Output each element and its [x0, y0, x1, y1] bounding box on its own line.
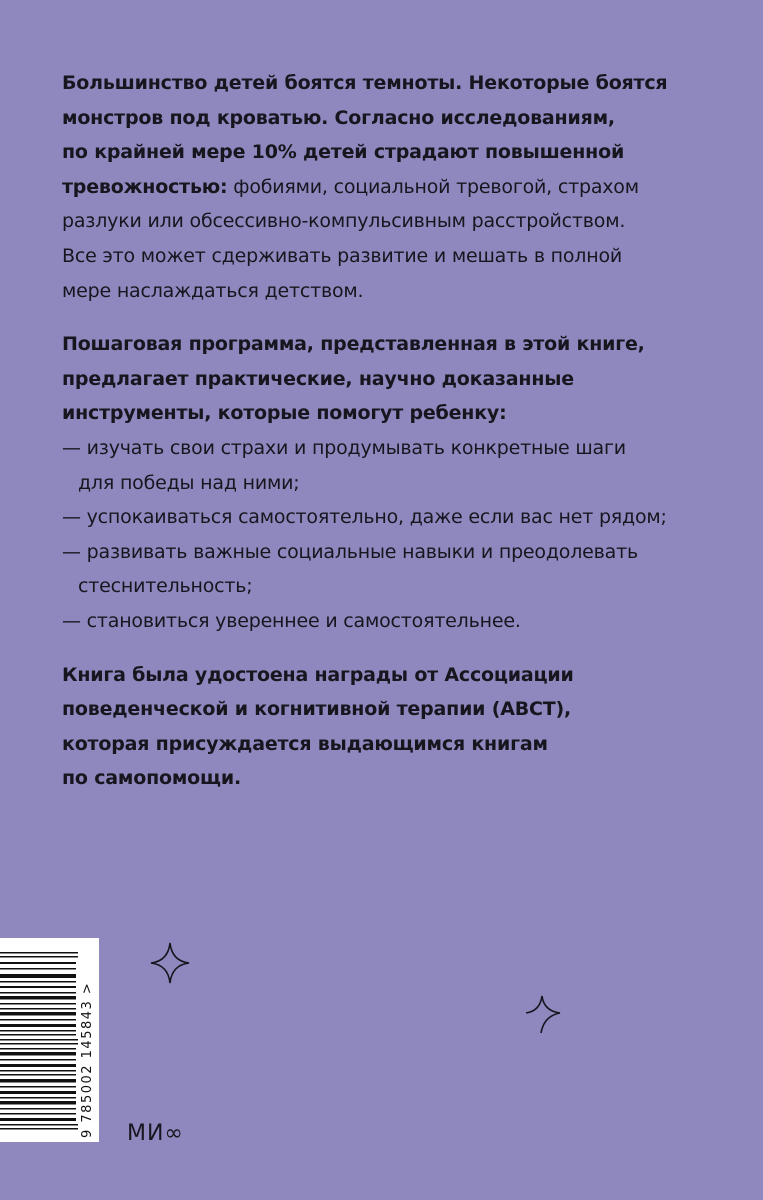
text-line [62, 135, 722, 170]
text-line [62, 101, 722, 136]
text-line: мере наслаждаться детством. [62, 279, 364, 302]
list-item [62, 535, 722, 604]
partial-four-point-star-icon [522, 995, 562, 1037]
four-point-star-icon [150, 942, 190, 984]
list-item-text: — развивать важные социальные навыки и преодолевать [62, 540, 638, 563]
list-item-continuation: стеснительность; [78, 575, 253, 598]
bold-text: по крайней мере 10% детей страдают повышенной [62, 141, 625, 164]
text-line: по самопомощи. [62, 767, 241, 790]
regular-text: фобиями, социальной тревогой, страхом [227, 175, 639, 198]
back-cover-text [62, 66, 722, 815]
bold-text: тревожностью: [62, 175, 228, 198]
text-line: поведенческой и когнитивной терапии (ABCT), [62, 698, 571, 721]
list-item-text: — становиться увереннее и самостоятельнее. [62, 609, 521, 632]
text-line: Все это может сдерживать развитие и мешать в полной [62, 244, 623, 267]
bold-text: Большинство детей боятся темноты. Некоторые боятся [62, 72, 668, 94]
list-item [62, 500, 722, 535]
text-line [62, 170, 722, 205]
text-line: разлуки или обсессивно-компульсивным расстройством. [62, 210, 626, 233]
bold-text: монстров под кроватью. Согласно исследованиям, [62, 106, 615, 129]
text-line [62, 66, 722, 101]
list-item-continuation: для победы над ними; [78, 471, 300, 494]
isbn-number: 9 785002 145843 > [80, 981, 95, 1138]
text-line: инструменты, которые помогут ребенку: [62, 402, 507, 425]
list-item-text: — изучать свои страхи и продумывать конкретные шаги [62, 436, 626, 459]
list-item [62, 604, 722, 639]
text-line: предлагает практические, научно доказанные [62, 367, 574, 390]
list-item-text: — успокаиваться самостоятельно, даже если вас нет рядом; [62, 506, 667, 529]
barcode-bars-icon [0, 938, 78, 1142]
list-item [62, 431, 722, 500]
paragraph-program [62, 327, 722, 638]
publisher-logo: МИ∞ [127, 1121, 184, 1146]
paragraph-award [62, 658, 722, 796]
paragraph-intro [62, 66, 722, 308]
text-line: Пошаговая программа, представленная в этой книге, [62, 333, 645, 356]
text-line: которая присуждается выдающимся книгам [62, 732, 548, 755]
text-line: Книга была удостоена награды от Ассоциации [62, 663, 574, 686]
isbn-barcode [0, 938, 99, 1142]
